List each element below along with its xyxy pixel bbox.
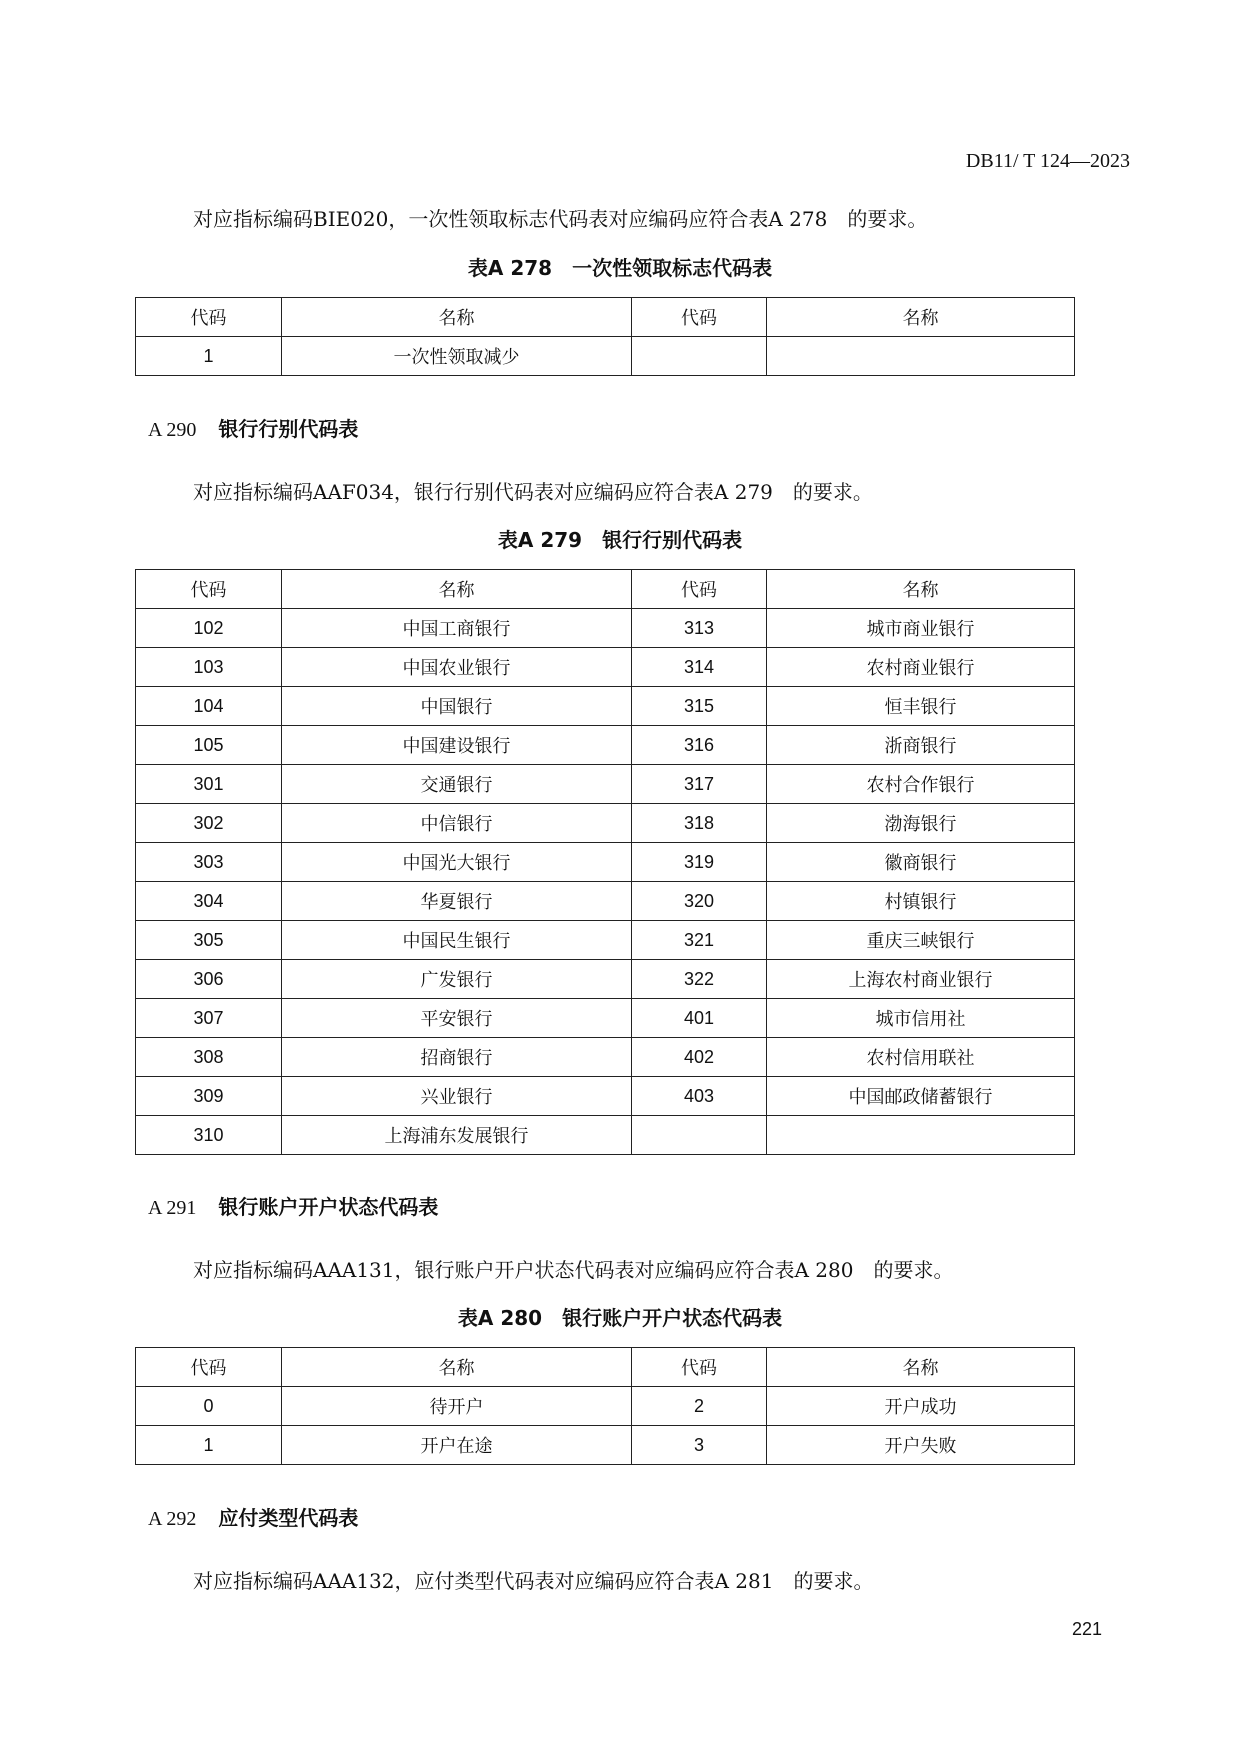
name-cell [767, 1116, 1075, 1155]
section-title: 银行账户开户状态代码表 [218, 1195, 439, 1219]
table-row [136, 648, 1075, 687]
name-cell: 中国农业银行 [282, 648, 632, 687]
table-row [136, 726, 1075, 765]
column-header-name: 名称 [282, 1348, 632, 1387]
table-a278 [135, 297, 1075, 376]
name-cell: 华夏银行 [282, 882, 632, 921]
header-row [136, 1348, 1075, 1387]
name-cell: 中国工商银行 [282, 609, 632, 648]
table-a279-title: 表A 279 银行行别代码表 [497, 528, 743, 552]
name-cell: 渤海银行 [767, 804, 1075, 843]
section-number: A 290 [148, 419, 197, 441]
code-cell: 103 [136, 648, 282, 687]
paragraph-aaf034: 对应指标编码AAF034，银行行别代码表对应编码应符合表A 279 的要求。 [193, 480, 873, 504]
section-number: A 291 [148, 1197, 197, 1219]
section-title: 应付类型代码表 [218, 1506, 359, 1530]
code-cell [632, 337, 767, 376]
code-cell: 102 [136, 609, 282, 648]
name-cell: 城市信用社 [767, 999, 1075, 1038]
table-row [136, 843, 1075, 882]
header-row [136, 298, 1075, 337]
name-cell: 农村合作银行 [767, 765, 1075, 804]
paragraph-aaa131: 对应指标编码AAA131，银行账户开户状态代码表对应编码应符合表A 280 的要求。 [193, 1258, 954, 1282]
code-cell: 306 [136, 960, 282, 999]
code-cell: 319 [632, 843, 767, 882]
code-cell: 313 [632, 609, 767, 648]
column-header-code: 代码 [632, 298, 767, 337]
table-row [136, 765, 1075, 804]
section-a291-heading [148, 1191, 438, 1220]
code-cell: 318 [632, 804, 767, 843]
name-cell: 待开户 [282, 1387, 632, 1426]
code-cell: 302 [136, 804, 282, 843]
table-row [136, 960, 1075, 999]
name-cell: 招商银行 [282, 1038, 632, 1077]
name-cell: 重庆三峡银行 [767, 921, 1075, 960]
code-cell: 301 [136, 765, 282, 804]
code-cell: 322 [632, 960, 767, 999]
name-cell: 农村信用联社 [767, 1038, 1075, 1077]
name-cell: 一次性领取减少 [282, 337, 632, 376]
code-cell: 303 [136, 843, 282, 882]
table-row [136, 999, 1075, 1038]
column-header-code: 代码 [632, 1348, 767, 1387]
section-title: 银行行别代码表 [218, 417, 359, 441]
name-cell: 开户成功 [767, 1387, 1075, 1426]
table-a279 [135, 569, 1075, 1155]
name-cell: 上海农村商业银行 [767, 960, 1075, 999]
table-a278-title: 表A 278 一次性领取标志代码表 [467, 256, 773, 280]
code-cell: 304 [136, 882, 282, 921]
name-cell: 城市商业银行 [767, 609, 1075, 648]
name-cell: 农村商业银行 [767, 648, 1075, 687]
code-cell: 1 [136, 1426, 282, 1465]
code-cell: 310 [136, 1116, 282, 1155]
name-cell: 中国银行 [282, 687, 632, 726]
table-a280 [135, 1347, 1075, 1465]
code-cell: 1 [136, 337, 282, 376]
table-row [136, 921, 1075, 960]
name-cell: 上海浦东发展银行 [282, 1116, 632, 1155]
name-cell: 开户在途 [282, 1426, 632, 1465]
code-cell: 309 [136, 1077, 282, 1116]
code-cell: 305 [136, 921, 282, 960]
code-cell: 308 [136, 1038, 282, 1077]
name-cell: 中信银行 [282, 804, 632, 843]
code-cell: 3 [632, 1426, 767, 1465]
table-row [136, 1426, 1075, 1465]
name-cell: 徽商银行 [767, 843, 1075, 882]
code-cell: 104 [136, 687, 282, 726]
section-a290-heading [148, 413, 358, 442]
name-cell: 兴业银行 [282, 1077, 632, 1116]
name-cell: 广发银行 [282, 960, 632, 999]
name-cell: 开户失败 [767, 1426, 1075, 1465]
code-cell: 401 [632, 999, 767, 1038]
code-cell: 307 [136, 999, 282, 1038]
column-header-name: 名称 [767, 1348, 1075, 1387]
name-cell: 浙商银行 [767, 726, 1075, 765]
column-header-code: 代码 [632, 570, 767, 609]
name-cell: 平安银行 [282, 999, 632, 1038]
document-code: DB11/ T 124—2023 [965, 150, 1130, 172]
name-cell: 村镇银行 [767, 882, 1075, 921]
name-cell: 交通银行 [282, 765, 632, 804]
code-cell: 0 [136, 1387, 282, 1426]
code-cell: 314 [632, 648, 767, 687]
section-number: A 292 [148, 1508, 197, 1530]
table-row [136, 1116, 1075, 1155]
section-a292-heading [148, 1502, 358, 1531]
table-row [136, 1077, 1075, 1116]
code-cell: 317 [632, 765, 767, 804]
column-header-name: 名称 [767, 570, 1075, 609]
column-header-code: 代码 [136, 298, 282, 337]
table-a280-title: 表A 280 银行账户开户状态代码表 [457, 1306, 783, 1330]
column-header-name: 名称 [767, 298, 1075, 337]
code-cell: 402 [632, 1038, 767, 1077]
code-cell: 321 [632, 921, 767, 960]
table-row [136, 1387, 1075, 1426]
name-cell: 恒丰银行 [767, 687, 1075, 726]
table-row [136, 1038, 1075, 1077]
column-header-name: 名称 [282, 570, 632, 609]
code-cell: 315 [632, 687, 767, 726]
paragraph-aaa132: 对应指标编码AAA132，应付类型代码表对应编码应符合表A 281 的要求。 [193, 1569, 874, 1593]
code-cell: 320 [632, 882, 767, 921]
table-row [136, 882, 1075, 921]
code-cell: 105 [136, 726, 282, 765]
column-header-name: 名称 [282, 298, 632, 337]
name-cell [767, 337, 1075, 376]
table-row [136, 609, 1075, 648]
code-cell: 403 [632, 1077, 767, 1116]
name-cell: 中国光大银行 [282, 843, 632, 882]
name-cell: 中国民生银行 [282, 921, 632, 960]
name-cell: 中国建设银行 [282, 726, 632, 765]
table-row [136, 687, 1075, 726]
column-header-code: 代码 [136, 570, 282, 609]
name-cell: 中国邮政储蓄银行 [767, 1077, 1075, 1116]
header-row [136, 570, 1075, 609]
paragraph-bie020: 对应指标编码BIE020，一次性领取标志代码表对应编码应符合表A 278 的要求。 [193, 207, 928, 231]
code-cell: 2 [632, 1387, 767, 1426]
code-cell [632, 1116, 767, 1155]
table-row [136, 804, 1075, 843]
page-number: 221 [1071, 1619, 1102, 1639]
code-cell: 316 [632, 726, 767, 765]
table-row [136, 337, 1075, 376]
column-header-code: 代码 [136, 1348, 282, 1387]
